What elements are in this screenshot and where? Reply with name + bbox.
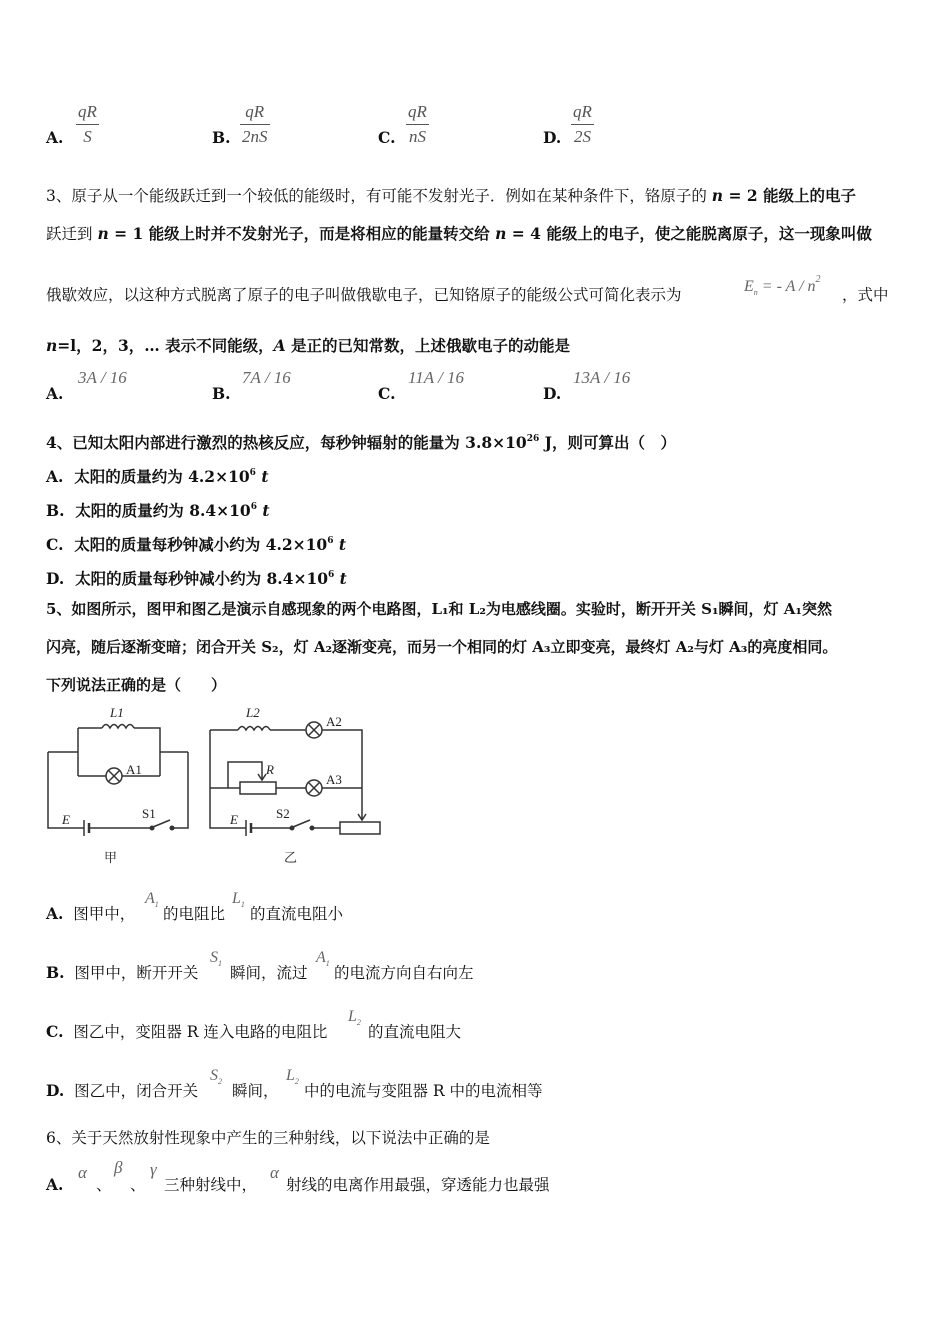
q5-option-a: [46, 904, 135, 924]
q5-option-label: C.: [46, 1022, 64, 1041]
q4-option-c: [46, 531, 346, 555]
q6-stem: 6、关于天然放射性现象中产生的三种射线，以下说法中正确的是: [46, 1129, 490, 1147]
fraction-bar: [406, 124, 429, 125]
q5-option-text: 的直流电阻大: [368, 1023, 462, 1041]
q3-text: 是正的已知常数，上述俄歇电子的动能是: [285, 336, 571, 355]
q4-option-text: 太阳的质量约为 4.2×10: [74, 467, 250, 486]
q2-option-a-num: qR: [78, 102, 97, 121]
caption-jia: 甲: [104, 850, 118, 865]
q3-option-b-label: B.: [212, 384, 231, 403]
switch-s2-icon: [293, 820, 310, 827]
q2-option-c-den: nS: [408, 127, 426, 146]
q3-text: 3、原子从一个能级跃迁到一个较低的能级时，有可能不发射光子．例如在某种条件下，铬原子的: [46, 187, 712, 205]
gamma-symbol: γ: [150, 1160, 157, 1179]
q5-option-d-m2: $L_2$: [286, 1067, 299, 1086]
q4-option-label: A.: [46, 467, 64, 486]
label-r: R: [266, 762, 274, 777]
q5-option-a-m2: $L_1$: [232, 890, 245, 909]
label-s2: S2: [276, 806, 290, 821]
q4-option-unit: t: [255, 467, 269, 486]
q4-option-label: C.: [46, 535, 64, 554]
q3-option-b-expr: 7A / 16: [242, 368, 291, 387]
q3-line-2: [46, 224, 872, 244]
q5-option-text: 图甲中，: [73, 905, 136, 923]
q3-energy-formula: [744, 274, 821, 297]
q5-option-b: [46, 963, 198, 983]
q5-option-text: 的直流电阻小: [250, 905, 344, 923]
q4-option-sup: 6: [250, 502, 257, 512]
q6-option-a-label: A.: [46, 1175, 64, 1194]
q3-line-3-end: [842, 285, 889, 305]
q5-option-d-m1: $S_2$: [210, 1067, 222, 1086]
q4-option-text: 太阳的质量约为 8.4×10: [75, 501, 251, 520]
fraction-bar: [76, 124, 99, 125]
q5-option-c-m1: $L_2$: [348, 1008, 361, 1027]
label-l2: L2: [246, 705, 260, 720]
q5-line-2: 闪亮，随后逐渐变暗；闭合开关 S₂，灯 A₂逐渐变亮，而另一个相同的灯 A₃立即变亮，最终灯 A₂与灯 A₃的亮度相同。: [46, 638, 838, 656]
q5-line-3: 下列说法正确的是（ ）: [46, 676, 227, 694]
q4-option-label: B.: [46, 501, 65, 520]
alpha-symbol: α: [78, 1163, 87, 1182]
q2-option-a-label: A.: [46, 128, 64, 147]
q3-line-4: [46, 336, 570, 356]
q5-option-label: B.: [46, 963, 65, 982]
q5-option-d: [46, 1081, 198, 1101]
formula-sup: 2: [815, 274, 821, 285]
inductor-l2-icon: [238, 727, 270, 731]
q3-var-n: n: [711, 186, 724, 205]
label-l1: L1: [110, 705, 124, 720]
q3-option-d-label: D.: [543, 384, 562, 403]
q2-option-b-den: 2nS: [242, 127, 268, 146]
q3-var-a: A: [273, 336, 286, 355]
label-s1: S1: [142, 806, 156, 821]
q4-option-a: [46, 463, 268, 487]
q5-option-text: 图甲中，断开开关: [74, 964, 199, 982]
q4-option-label: D.: [46, 569, 65, 588]
q5-option-a-m1: $A_1$: [145, 890, 159, 909]
q4-option-unit: t: [333, 535, 347, 554]
formula-e: E: [744, 278, 754, 295]
q3-line-1: [46, 186, 856, 206]
q3-var-n: n: [97, 224, 109, 243]
q3-text: =l，2，3，… 表示不同能级，: [57, 336, 274, 355]
q3-option-a-label: A.: [46, 384, 64, 403]
label-a1: A1: [126, 762, 142, 777]
beta-symbol: β: [114, 1158, 123, 1177]
q5-line-1: 5、如图所示，图甲和图乙是演示自感现象的两个电路图，L₁和 L₂为电感线圈。实验时，断开开关 S₁瞬间，灯 A₁突然: [46, 600, 832, 618]
q2-option-c-fraction: [406, 102, 429, 147]
q4-sup: 26: [526, 434, 540, 444]
separator: 、: [130, 1176, 146, 1194]
q3-var-n: n: [46, 336, 58, 355]
q3-text: = 2 能级上的电子: [723, 186, 857, 205]
q5-option-b-m2: $A_1$: [316, 949, 330, 968]
q3-line-3: [46, 285, 682, 305]
q4-option-sup: 6: [327, 536, 334, 546]
label-e-yi: E: [230, 812, 238, 827]
q2-option-b-fraction: [240, 102, 270, 147]
q3-text: = 4 能级上的电子，使之能脱离原子，这一现象叫做: [506, 224, 872, 243]
q4-option-sup: 6: [249, 468, 256, 478]
label-a2: A2: [326, 714, 342, 729]
q5-circuit-figure: [40, 700, 390, 870]
q2-option-c-num: qR: [408, 102, 427, 121]
q2-option-c-label: C.: [378, 128, 396, 147]
rheostat-r-icon: [240, 782, 276, 794]
q3-option-c-label: C.: [378, 384, 396, 403]
q4-stem: [46, 429, 676, 453]
formula-rest: = - A / n: [757, 278, 816, 295]
q4-option-unit: t: [256, 501, 270, 520]
q3-var-n: n: [495, 224, 507, 243]
q3-option-a-expr: 3A / 16: [78, 368, 127, 387]
q5-option-text: 中的电流与变阻器 R 中的电流相等: [304, 1082, 543, 1100]
q5-option-text: 的电阻比: [163, 905, 226, 923]
q5-option-label: D.: [46, 1081, 65, 1100]
alpha-symbol: α: [270, 1163, 279, 1182]
q6-option-text: 三种射线中，: [164, 1176, 258, 1194]
label-a3: A3: [326, 772, 342, 787]
q5-option-b-m1: $S_1$: [210, 949, 222, 968]
q5-option-label: A.: [46, 904, 64, 923]
label-e-jia: E: [62, 812, 70, 827]
q2-option-d-den: 2S: [573, 127, 591, 146]
q3-text: = 1 能级上时并不发射光子，而是将相应的能量转交给: [108, 224, 496, 243]
caption-yi: 乙: [284, 850, 298, 865]
q2-option-d-label: D.: [543, 128, 562, 147]
q4-text: 4、已知太阳内部进行激烈的热核反应，每秒钟辐射的能量为 3.8×10: [46, 433, 527, 452]
q5-option-text: 瞬间，流过: [230, 964, 308, 982]
q2-option-d-num: qR: [573, 102, 592, 121]
q4-option-text: 太阳的质量每秒钟减小约为 4.2×10: [74, 535, 328, 554]
q2-option-b-num: qR: [245, 102, 265, 121]
q4-option-sup: 6: [328, 570, 335, 580]
q3-text: 跃迁到: [46, 225, 98, 243]
fraction-bar: [571, 124, 594, 125]
fraction-bar: [240, 124, 270, 125]
q5-option-c: [46, 1022, 327, 1042]
q3-option-c-expr: 11A / 16: [408, 368, 465, 387]
rheostat-bottom-icon: [340, 822, 380, 834]
q2-option-a-den: S: [83, 127, 92, 146]
q5-option-text: 图乙中，变阻器 R 连入电路的电阻比: [73, 1023, 328, 1041]
q4-option-text: 太阳的质量每秒钟减小约为 8.4×10: [75, 569, 329, 588]
q5-option-text: 的电流方向自右向左: [334, 964, 474, 982]
q4-text: J，则可算出（ ）: [539, 433, 676, 452]
q5-option-text: 图乙中，闭合开关: [74, 1082, 199, 1100]
switch-s1-icon: [153, 820, 170, 827]
separator: 、: [96, 1176, 112, 1194]
q6-option-text: 射线的电离作用最强，穿透能力也最强: [286, 1176, 550, 1194]
q4-option-d: [46, 565, 347, 589]
q3-text: 俄歇效应，以这种方式脱离了原子的电子叫做俄歇电子，已知铬原子的能级公式可简化表示为: [46, 286, 682, 304]
q5-option-text: 瞬间，: [232, 1082, 279, 1100]
q4-option-b: [46, 497, 270, 521]
q2-option-a-fraction: [76, 102, 99, 147]
q3-option-d-expr: 13A / 16: [573, 368, 631, 387]
q2-option-b-label: B.: [212, 128, 231, 147]
q2-option-d-fraction: [571, 102, 594, 147]
q3-text: ，式中: [842, 286, 889, 304]
inductor-l1-icon: [102, 725, 134, 729]
q4-option-unit: t: [334, 569, 347, 588]
formula-n-sub: n: [753, 288, 758, 297]
